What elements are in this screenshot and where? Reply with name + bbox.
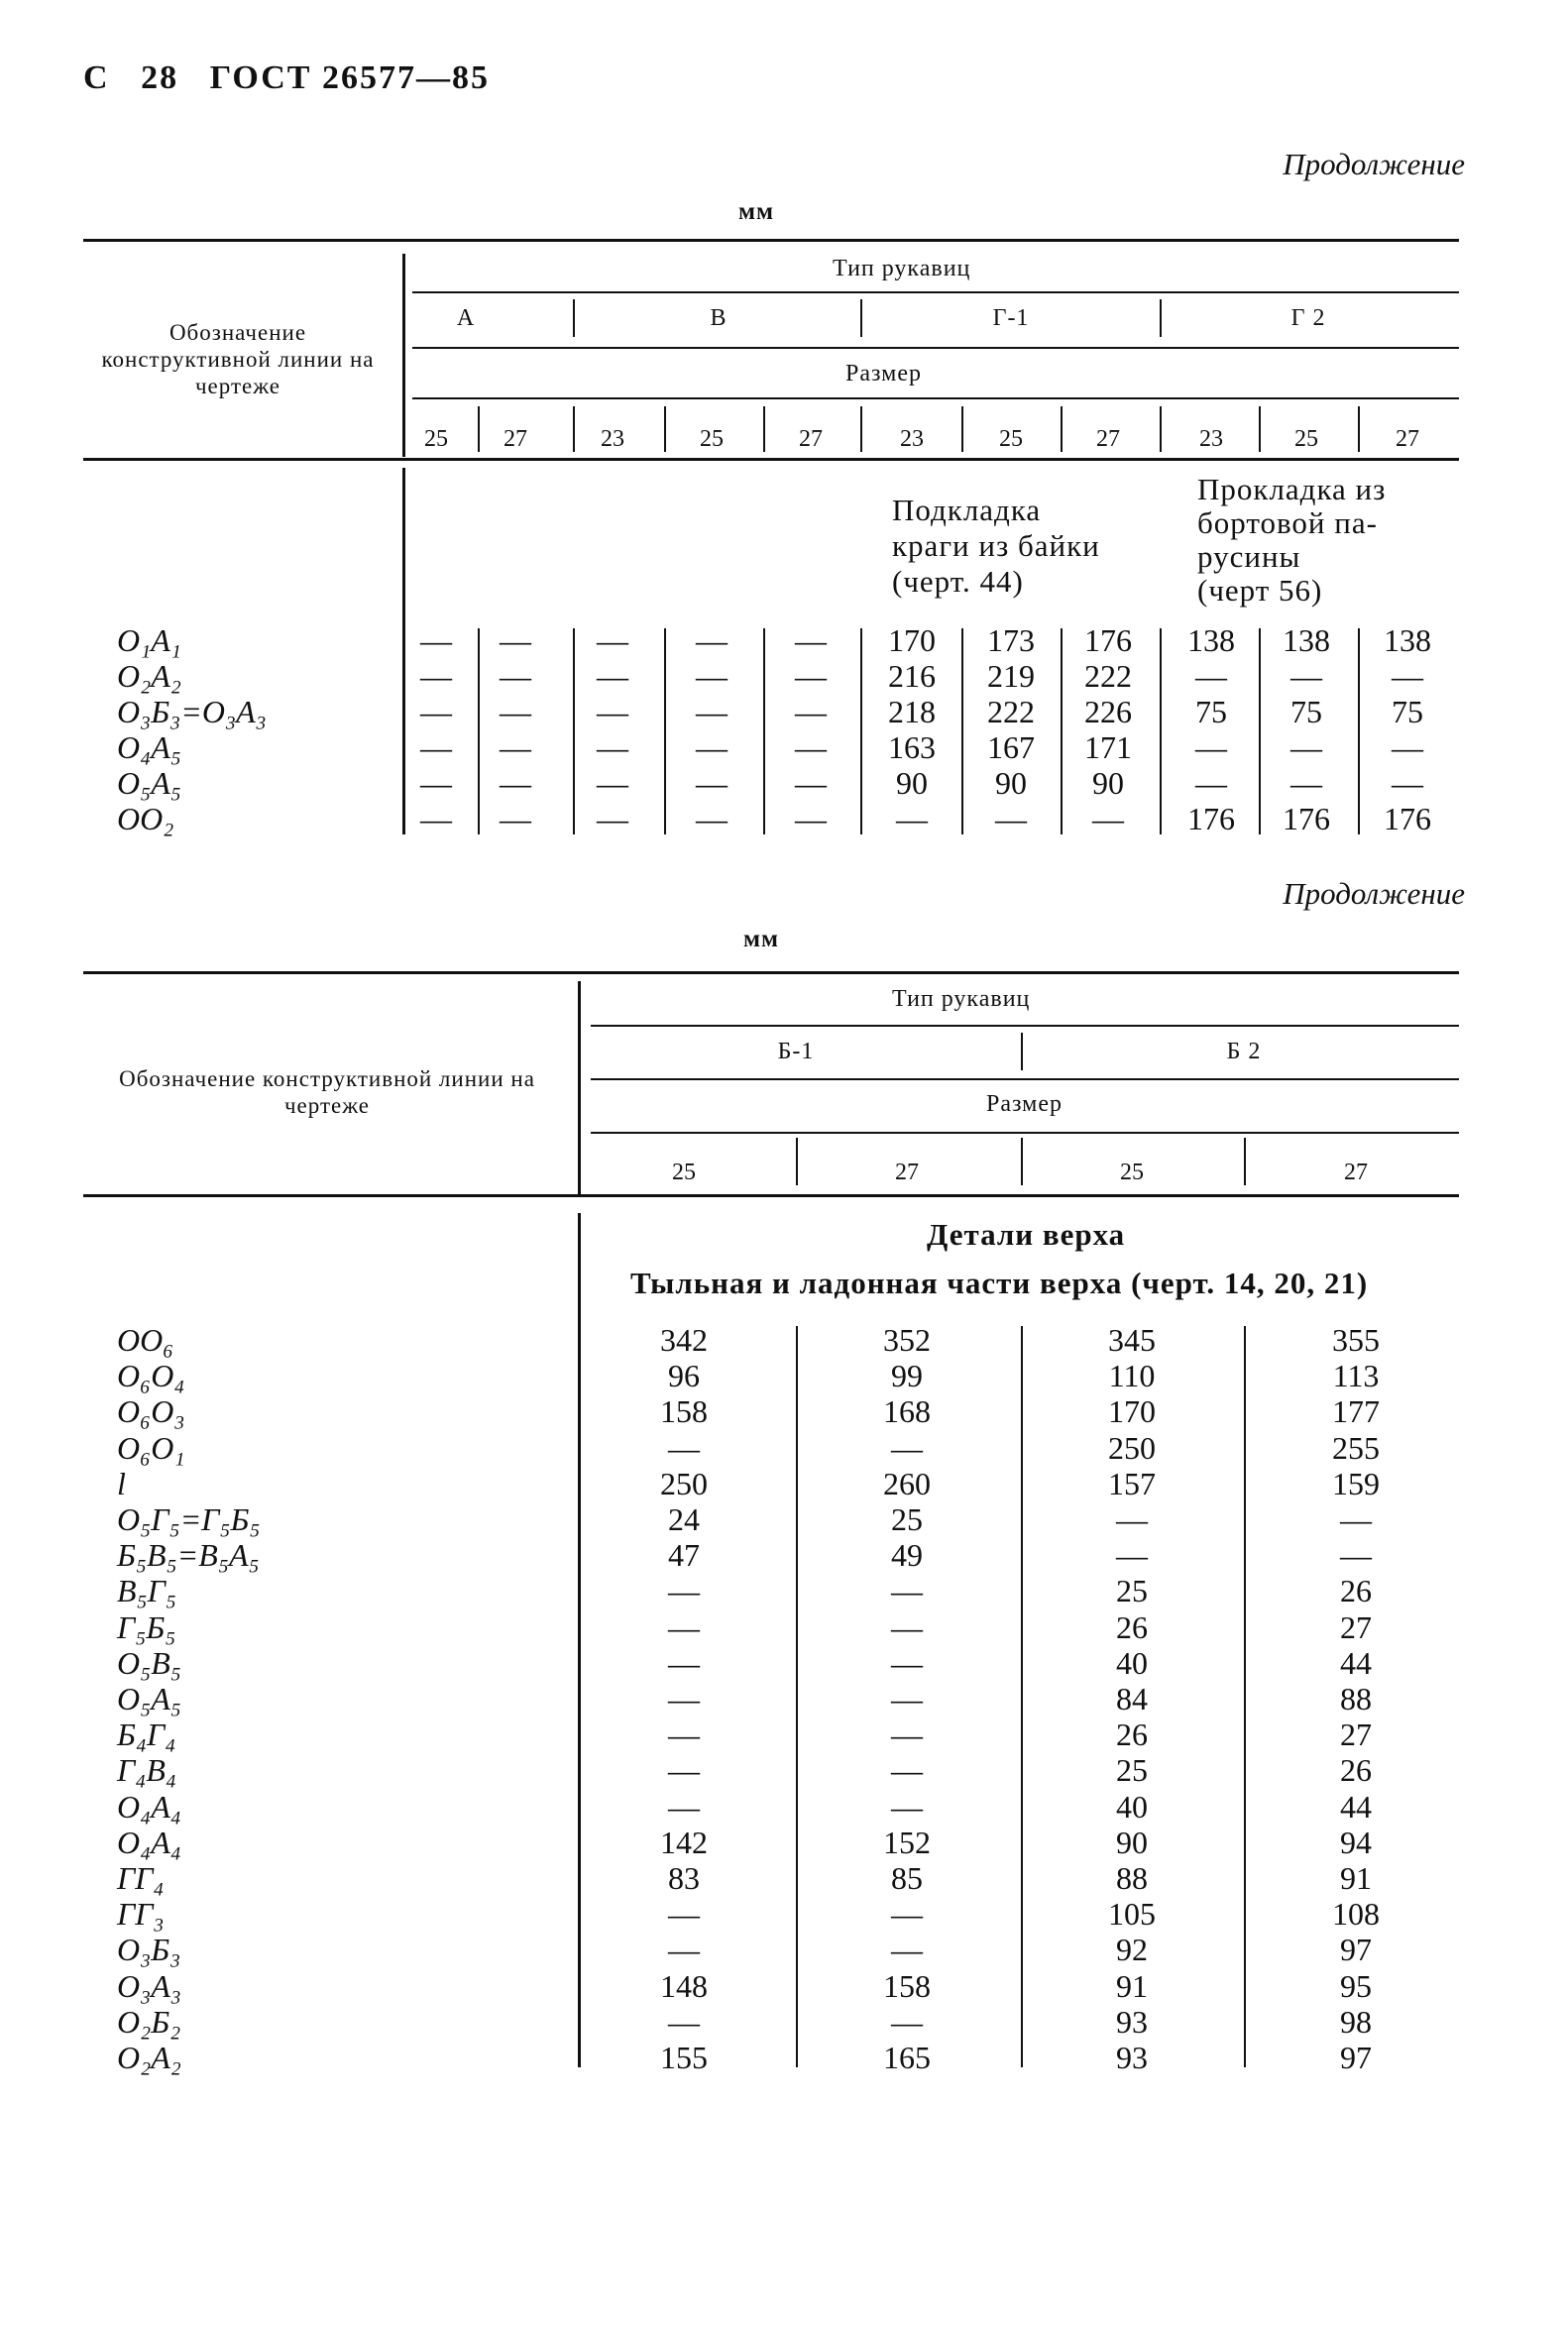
table2-cell: 27 xyxy=(1340,1609,1372,1645)
table1-row-header: Обозначение конструктивной линии на чертеже xyxy=(101,320,375,398)
table1-size-8: 27 xyxy=(1096,426,1120,452)
table1-cell: — xyxy=(597,801,628,836)
table1-body-separator xyxy=(1259,628,1261,834)
table2-cell: 85 xyxy=(891,1860,923,1896)
table2-cell: 25 xyxy=(1116,1752,1148,1788)
table1-size-10: 25 xyxy=(1294,426,1318,452)
table1-cell: — xyxy=(500,801,531,836)
table1-body-separator xyxy=(478,628,480,834)
table2-cell: 170 xyxy=(1108,1393,1156,1429)
table1-cell: — xyxy=(420,801,452,836)
table2-cell: 98 xyxy=(1340,2004,1372,2040)
table2-row-label: Б₅В₅=В₅A₅ xyxy=(117,1537,260,1573)
table2-cell: 158 xyxy=(883,1968,931,2004)
table2-header-rule xyxy=(83,1194,1459,1197)
table1-row-label: O₂A₂ xyxy=(117,658,181,694)
table1-cell: — xyxy=(597,658,628,694)
table1-continuation: Продолжение xyxy=(1283,147,1465,181)
table1-cell: — xyxy=(500,622,531,658)
table1-cell: — xyxy=(795,694,827,729)
table2-cell: 260 xyxy=(883,1466,931,1501)
table1-row-label: O₅A₅ xyxy=(117,765,181,801)
table1-cell: — xyxy=(420,658,452,694)
table1-size-7: 25 xyxy=(999,426,1023,452)
page-header xyxy=(83,59,490,97)
header-letter: С xyxy=(83,59,110,96)
table1-type-2: В xyxy=(710,305,728,331)
table2-type-2: Б 2 xyxy=(1226,1039,1262,1064)
table1-cell: 226 xyxy=(1084,694,1132,729)
table2-cell: 49 xyxy=(891,1537,923,1573)
table2-cell: 352 xyxy=(883,1322,931,1358)
table2-row-label: В₅Г₅ xyxy=(117,1573,176,1608)
table2-row-header: Обозначение конструктивной линии на чертеже xyxy=(119,1066,535,1118)
table2-cell: 91 xyxy=(1116,1968,1148,2004)
table2-cell: — xyxy=(891,1681,923,1717)
table2-cell: — xyxy=(891,1789,923,1825)
table1-body-separator xyxy=(1358,628,1360,834)
table2-cell: 47 xyxy=(668,1537,700,1573)
table1-cell: 173 xyxy=(987,622,1035,658)
table2-cell: 255 xyxy=(1332,1430,1380,1466)
table2-cell: — xyxy=(891,1609,923,1645)
table1-body-separator xyxy=(1061,628,1063,834)
table2-cell: — xyxy=(1116,1537,1148,1573)
table2-cell: 342 xyxy=(660,1322,708,1358)
table1-size-5: 27 xyxy=(799,426,823,452)
table1-cell: — xyxy=(420,694,452,729)
table1-cell: 163 xyxy=(888,729,936,765)
table2-header-divider xyxy=(578,981,581,1194)
table2-row-label: ГГ₃ xyxy=(117,1896,165,1932)
table2-cell: — xyxy=(668,1609,700,1645)
table2-cell: 250 xyxy=(1108,1430,1156,1466)
table1-cell: — xyxy=(795,658,827,694)
table2-cell: 93 xyxy=(1116,2040,1148,2075)
table1-body-separator xyxy=(1160,628,1162,834)
table2-row-label: O₂A₂ xyxy=(117,2040,181,2075)
table2-size-header: Размер xyxy=(986,1091,1063,1117)
table2-size-4: 27 xyxy=(1344,1160,1368,1185)
table1-header-rule xyxy=(83,458,1459,461)
table2-cell: 108 xyxy=(1332,1896,1380,1932)
table2-cell: — xyxy=(668,1752,700,1788)
table1-body-separator xyxy=(664,628,666,834)
table2-row-label: O₆O₃ xyxy=(117,1393,185,1429)
table1-cell: — xyxy=(597,765,628,801)
table2-cell: 25 xyxy=(1116,1573,1148,1608)
table1-section-prokladka: Прокладка из бортовой па- русины (черт 56) xyxy=(1197,472,1387,608)
table2-cell: — xyxy=(668,1430,700,1466)
table1-units: мм xyxy=(738,198,775,225)
table2-cell: — xyxy=(1340,1537,1372,1573)
table2-cell: 91 xyxy=(1340,1860,1372,1896)
table1-body-separator xyxy=(763,628,765,834)
standard-number: ГОСТ 26577—85 xyxy=(209,59,490,96)
table1-cell: — xyxy=(795,622,827,658)
table1-cell: 90 xyxy=(896,765,928,801)
table2-cell: 96 xyxy=(668,1358,700,1393)
table1-type-separator xyxy=(573,299,575,337)
table2-size-separator xyxy=(1244,1138,1246,1185)
table1-cell: — xyxy=(696,658,728,694)
table1-cell: — xyxy=(1195,658,1227,694)
table2-size-2: 27 xyxy=(895,1160,919,1185)
table2-cell: 152 xyxy=(883,1825,931,1860)
table2-cell: — xyxy=(891,1717,923,1752)
table1-header-divider xyxy=(402,254,405,457)
table1-cell: — xyxy=(696,694,728,729)
table2-cell: 142 xyxy=(660,1825,708,1860)
table1-cell: 75 xyxy=(1290,694,1322,729)
table1-size-separator xyxy=(1160,406,1162,452)
table2-cell: 83 xyxy=(668,1860,700,1896)
table1-type-3: Г-1 xyxy=(992,305,1030,331)
table2-cell: 177 xyxy=(1332,1393,1380,1429)
table2-body-separator xyxy=(1244,1326,1246,2067)
table1-cell: 171 xyxy=(1084,729,1132,765)
table1-size-3: 23 xyxy=(601,426,624,452)
table1-cell: — xyxy=(500,729,531,765)
table1-cell: — xyxy=(1290,729,1322,765)
table1-size-2: 27 xyxy=(504,426,527,452)
table2-cell: 113 xyxy=(1332,1358,1380,1393)
table2-cell: — xyxy=(891,1752,923,1788)
table2-cell: 157 xyxy=(1108,1466,1156,1501)
table2-type-1: Б-1 xyxy=(777,1039,815,1064)
table2-cell: 25 xyxy=(891,1501,923,1537)
table2-cell: — xyxy=(668,2004,700,2040)
table1-cell: 216 xyxy=(888,658,936,694)
table1-cell: — xyxy=(597,622,628,658)
table2-cell: — xyxy=(668,1932,700,1967)
table2-cell: 168 xyxy=(883,1393,931,1429)
table2-cell: 110 xyxy=(1108,1358,1156,1393)
table1-cell: — xyxy=(896,801,928,836)
table2-top-rule xyxy=(83,971,1459,974)
table1-cell: — xyxy=(500,765,531,801)
table2-row-label: O₃A₃ xyxy=(117,1968,181,2004)
table2-cell: 250 xyxy=(660,1466,708,1501)
table1-cell: — xyxy=(995,801,1027,836)
table2-row-label: O₆O₄ xyxy=(117,1358,185,1393)
table2-cell: — xyxy=(891,1896,923,1932)
table2-cell: 158 xyxy=(660,1393,708,1429)
table2-units: мм xyxy=(743,926,780,952)
table2-row-label: O₄A₄ xyxy=(117,1825,181,1860)
table2-cell: 94 xyxy=(1340,1825,1372,1860)
table1-cell: 138 xyxy=(1283,622,1330,658)
table2-row-label: O₅В₅ xyxy=(117,1645,181,1681)
table2-row-label: ГГ₄ xyxy=(117,1860,165,1896)
table2-cell: — xyxy=(668,1896,700,1932)
table1-cell: — xyxy=(500,694,531,729)
table1-cell: 222 xyxy=(987,694,1035,729)
table2-cell: 26 xyxy=(1340,1573,1372,1608)
table2-row-label: Г₄В₄ xyxy=(117,1752,176,1788)
table2-cell: 165 xyxy=(883,2040,931,2075)
table1-cell: — xyxy=(1092,801,1124,836)
table1-cell: — xyxy=(1392,765,1423,801)
table2-cell: — xyxy=(891,1932,923,1967)
table1-row-label: O₃Б₃=O₃A₃ xyxy=(117,694,267,729)
table1-size-header: Размер xyxy=(845,361,922,387)
table1-cell: 138 xyxy=(1187,622,1235,658)
table1-type-4: Г 2 xyxy=(1290,305,1326,331)
table2-row-label: O₂Б₂ xyxy=(117,2004,181,2040)
table2-cell: 105 xyxy=(1108,1896,1156,1932)
table1-cell: 176 xyxy=(1084,622,1132,658)
table2-cell: 40 xyxy=(1116,1645,1148,1681)
table1-cell: — xyxy=(597,729,628,765)
table1-size-9: 23 xyxy=(1199,426,1223,452)
table2-cell: — xyxy=(891,2004,923,2040)
table2-cell: 44 xyxy=(1340,1789,1372,1825)
table1-top-rule xyxy=(83,239,1459,242)
table2-section-subtitle: Тыльная и ладонная части верха (черт. 14, 20, 21) xyxy=(630,1266,1369,1300)
table1-size-separator xyxy=(763,406,765,452)
table1-cell: — xyxy=(420,729,452,765)
table1-size-4: 25 xyxy=(700,426,724,452)
table2-cell: 148 xyxy=(660,1968,708,2004)
table2-type-header: Тип рукавиц xyxy=(892,986,1031,1012)
table2-cell: 26 xyxy=(1340,1752,1372,1788)
table2-body-separator xyxy=(796,1326,798,2067)
table2-section-title: Детали верха xyxy=(927,1217,1126,1252)
table2-cell: 92 xyxy=(1116,1932,1148,1967)
table1-size-separator xyxy=(961,406,963,452)
table1-cell: 75 xyxy=(1195,694,1227,729)
table1-cell: — xyxy=(597,694,628,729)
table2-cell: 97 xyxy=(1340,2040,1372,2075)
table1-cell: 176 xyxy=(1187,801,1235,836)
table1-cell: — xyxy=(1392,729,1423,765)
table1-cell: — xyxy=(500,658,531,694)
table2-cell: 345 xyxy=(1108,1322,1156,1358)
table1-row-label: O₄A₅ xyxy=(117,729,181,765)
table1-row-label: OO₂ xyxy=(117,801,174,836)
table2-size-3: 25 xyxy=(1120,1160,1144,1185)
table2-row-label: O₆O₁ xyxy=(117,1430,185,1466)
table2-row-label: OO₆ xyxy=(117,1322,174,1358)
table1-size-separator xyxy=(860,406,862,452)
page-number: 28 xyxy=(141,59,179,96)
table2-body-separator xyxy=(1021,1326,1023,2067)
table2-cell: 355 xyxy=(1332,1322,1380,1358)
table1-cell: — xyxy=(696,801,728,836)
table1-cell: — xyxy=(696,765,728,801)
table1-size-separator xyxy=(1358,406,1360,452)
table1-cell: — xyxy=(795,765,827,801)
table2-cell: 44 xyxy=(1340,1645,1372,1681)
table1-size-separator xyxy=(664,406,666,452)
table1-section-podkladka: Подкладка краги из байки (черт. 44) xyxy=(892,493,1100,599)
table1-cell: — xyxy=(420,622,452,658)
table2-cell: 88 xyxy=(1340,1681,1372,1717)
table1-cell: 222 xyxy=(1084,658,1132,694)
table1-row-label: O₁A₁ xyxy=(117,622,181,658)
table1-size-separator xyxy=(478,406,480,452)
table2-cell: 159 xyxy=(1332,1466,1380,1501)
table2-cell: — xyxy=(668,1789,700,1825)
table2-body-divider xyxy=(578,1213,581,2067)
table2-cell: — xyxy=(668,1717,700,1752)
table1-body-separator xyxy=(860,628,862,834)
table2-cell: — xyxy=(668,1573,700,1608)
table2-cell: 90 xyxy=(1116,1825,1148,1860)
table2-cell: 84 xyxy=(1116,1681,1148,1717)
table2-cell: 93 xyxy=(1116,2004,1148,2040)
table1-cell: 90 xyxy=(1092,765,1124,801)
table2-cell: 26 xyxy=(1116,1717,1148,1752)
table1-cell: 167 xyxy=(987,729,1035,765)
table1-cell: 170 xyxy=(888,622,936,658)
table1-cell: — xyxy=(696,622,728,658)
table1-cell: — xyxy=(696,729,728,765)
table1-size-separator xyxy=(1259,406,1261,452)
table1-cell: 176 xyxy=(1283,801,1330,836)
table2-row-label: l xyxy=(117,1466,126,1501)
table2-size-separator xyxy=(1021,1138,1023,1185)
table1-size-separator xyxy=(1061,406,1063,452)
table1-cell: — xyxy=(1392,658,1423,694)
table2-cell: 24 xyxy=(668,1501,700,1537)
table1-type-1: А xyxy=(456,305,476,331)
table2-cell: — xyxy=(668,1645,700,1681)
table2-row-label: O₅A₅ xyxy=(117,1681,181,1717)
table1-cell: 219 xyxy=(987,658,1035,694)
table1-cell: — xyxy=(1290,658,1322,694)
table2-cell: 95 xyxy=(1340,1968,1372,2004)
table2-size-1: 25 xyxy=(672,1160,696,1185)
table1-type-header: Тип рукавиц xyxy=(833,256,971,281)
table2-type-separator xyxy=(1021,1033,1023,1070)
table2-row-label: O₅Г₅=Г₅Б₅ xyxy=(117,1501,261,1537)
table2-size-separator xyxy=(796,1138,798,1185)
table2-cell: 97 xyxy=(1340,1932,1372,1967)
table1-size-1: 25 xyxy=(424,426,448,452)
table1-cell: 176 xyxy=(1384,801,1431,836)
table1-type-separator xyxy=(860,299,862,337)
table2-continuation: Продолжение xyxy=(1283,876,1465,911)
table2-row-label: Б₄Г₄ xyxy=(117,1717,176,1752)
table2-cell: — xyxy=(891,1430,923,1466)
table1-body-separator xyxy=(573,628,575,834)
table1-cell: — xyxy=(795,729,827,765)
table1-cell: — xyxy=(1290,765,1322,801)
table1-size-6: 23 xyxy=(900,426,924,452)
table1-cell: — xyxy=(795,801,827,836)
table2-cell: — xyxy=(1116,1501,1148,1537)
table1-cell: 75 xyxy=(1392,694,1423,729)
table1-cell: 138 xyxy=(1384,622,1431,658)
table1-cell: — xyxy=(420,765,452,801)
table2-row-label: O₃Б₃ xyxy=(117,1932,181,1967)
table2-cell: 26 xyxy=(1116,1609,1148,1645)
table1-cell: — xyxy=(1195,765,1227,801)
table1-cell: 218 xyxy=(888,694,936,729)
table2-row-label: Г₅Б₅ xyxy=(117,1609,176,1645)
table2-cell: — xyxy=(891,1573,923,1608)
table2-cell: — xyxy=(1340,1501,1372,1537)
table2-cell: 155 xyxy=(660,2040,708,2075)
table2-cell: 40 xyxy=(1116,1789,1148,1825)
table2-cell: — xyxy=(891,1645,923,1681)
table1-size-11: 27 xyxy=(1396,426,1419,452)
table2-cell: 27 xyxy=(1340,1717,1372,1752)
table1-cell: — xyxy=(1195,729,1227,765)
table1-cell: 90 xyxy=(995,765,1027,801)
table1-body-separator xyxy=(961,628,963,834)
table1-type-separator xyxy=(1160,299,1162,337)
table2-cell: 99 xyxy=(891,1358,923,1393)
table2-row-label: O₄A₄ xyxy=(117,1789,181,1825)
table1-size-separator xyxy=(573,406,575,452)
table2-cell: 88 xyxy=(1116,1860,1148,1896)
table2-cell: — xyxy=(668,1681,700,1717)
